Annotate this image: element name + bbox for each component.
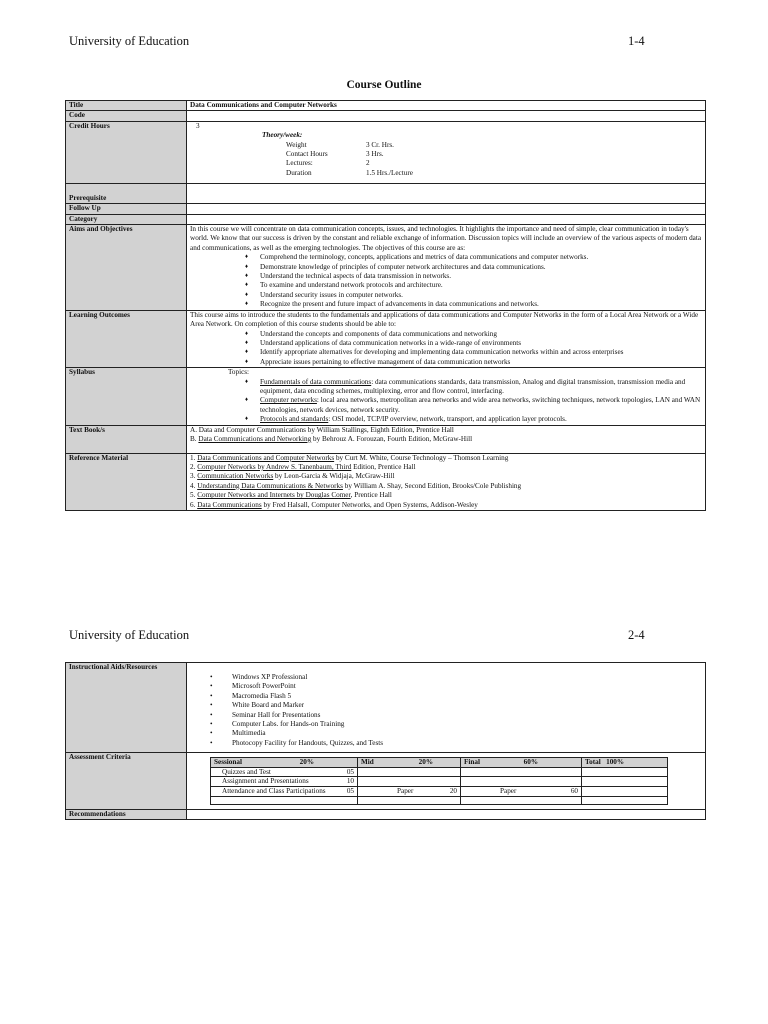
course-outline-table bbox=[65, 100, 706, 511]
ref-title: Communication Networks bbox=[197, 472, 274, 481]
textbook-author: by William Stallings, Eighth Edition, Prentice Hall bbox=[305, 425, 454, 434]
topic-heading: Fundamentals of data communications bbox=[260, 377, 372, 386]
reference-item bbox=[190, 501, 702, 510]
page-number: 2-4 bbox=[628, 628, 645, 642]
learning-outcomes-cell bbox=[187, 310, 706, 367]
item-value: 05 bbox=[346, 787, 354, 796]
theory-row bbox=[190, 150, 702, 159]
row-label: Syllabus bbox=[66, 368, 187, 425]
list-item: ♦ Understand the technical aspects of data transmission in networks. bbox=[260, 272, 702, 281]
credit-hours-cell bbox=[187, 121, 706, 183]
table-row bbox=[211, 796, 668, 804]
reference-item bbox=[190, 482, 702, 491]
table-row bbox=[66, 310, 706, 367]
assess-header bbox=[211, 758, 358, 768]
list-item bbox=[260, 378, 702, 397]
theory-key: Duration bbox=[286, 168, 312, 177]
paper-label: Paper bbox=[397, 787, 414, 796]
paper-value: 60 bbox=[570, 787, 578, 796]
list-item: • Computer Labs. for Hands-on Training bbox=[232, 720, 702, 729]
ref-number: 2. bbox=[190, 462, 198, 471]
item-label: Attendance and Class Participations bbox=[222, 787, 326, 796]
empty-cell bbox=[358, 796, 461, 804]
ref-title: Computer Networks by Andrew S. Tanenbaum, Third bbox=[197, 462, 352, 471]
list-item: • Windows XP Professional bbox=[232, 673, 702, 682]
references-cell bbox=[187, 453, 706, 510]
row-label: Text Book/s bbox=[66, 425, 187, 453]
textbook-author: by Behrouz A. Forouzan, Fourth Edition, McGraw-Hill bbox=[311, 434, 473, 443]
table-row bbox=[66, 368, 706, 425]
empty-cell bbox=[211, 796, 358, 804]
textbook-item bbox=[190, 426, 702, 435]
empty-cell bbox=[582, 777, 668, 787]
reference-item bbox=[190, 454, 702, 463]
aims-list bbox=[190, 253, 702, 309]
assess-item bbox=[211, 777, 358, 787]
reference-item bbox=[190, 463, 702, 472]
course-outline-table-continued bbox=[65, 662, 706, 820]
empty-cell bbox=[582, 787, 668, 797]
ref-detail: Edition, Prentice Hall bbox=[351, 462, 416, 471]
lo-intro: This course aims to introduce the students to the fundamentals and applications of data communications and Computer Networks in the form of a Local Area Network or a Wide Area Network. On completion of this course students should be able to: bbox=[190, 310, 699, 329]
theory-value: 3 Cr. Hrs. bbox=[366, 140, 394, 149]
list-item: ♦ Demonstrate knowledge of principles of computer network architectures and data communications. bbox=[260, 263, 702, 272]
page-number: 1-4 bbox=[628, 34, 645, 48]
theory-value: 3 Hrs. bbox=[366, 150, 384, 159]
assessment-cell bbox=[187, 753, 706, 809]
table-row bbox=[66, 214, 706, 224]
table-row bbox=[211, 777, 668, 787]
table-row bbox=[66, 425, 706, 453]
empty-cell bbox=[187, 183, 706, 203]
ref-detail: , Prentice Hall bbox=[350, 491, 392, 500]
total-pct: 100% bbox=[606, 758, 625, 767]
ref-detail: by Leon-Garcia & Widjaja, McGraw-Hill bbox=[273, 472, 395, 481]
aids-cell bbox=[187, 663, 706, 753]
list-item: ♦ Understand the concepts and components of data communications and networking bbox=[260, 330, 702, 339]
row-label: Reference Material bbox=[66, 453, 187, 510]
ref-number: 5. bbox=[190, 491, 198, 500]
row-label: Credit Hours bbox=[66, 121, 187, 183]
ref-title: Data Communications bbox=[197, 500, 262, 509]
theory-row bbox=[190, 169, 702, 178]
table-row bbox=[66, 663, 706, 753]
empty-cell bbox=[461, 767, 582, 777]
assess-header bbox=[461, 758, 582, 768]
list-item: • Seminar Hall for Presentations bbox=[232, 711, 702, 720]
ref-number: 4. bbox=[190, 481, 198, 490]
theory-key: Contact Hours bbox=[286, 150, 328, 159]
header-institution: University of Education bbox=[69, 34, 190, 48]
table-row bbox=[66, 183, 706, 203]
row-label: Assessment Criteria bbox=[66, 753, 187, 809]
theory-value: 2 bbox=[366, 159, 370, 168]
theory-row bbox=[190, 141, 702, 150]
assess-header bbox=[358, 758, 461, 768]
page-title: Course Outline bbox=[346, 79, 422, 91]
aims-intro: In this course we will concentrate on data communication concepts, issues, and technologies. It highlights the importance and need of simple, clear communication in today's world. We know that our success is driven by the constant and reliable exchange of information. Discussion topics will include an overview of the various aspects of modern data and communications, as well as the emerging technologies. The objectives of this course are as: bbox=[190, 225, 702, 252]
list-item: ♦ Recognize the present and future impact of advancements in data communications and networks. bbox=[260, 300, 702, 309]
lo-list bbox=[190, 330, 702, 368]
item-value: 05 bbox=[346, 767, 354, 776]
list-item bbox=[260, 415, 702, 424]
ref-number: 3. bbox=[190, 472, 198, 481]
list-item: • Macromedia Flash 5 bbox=[232, 692, 702, 701]
table-row bbox=[66, 809, 706, 819]
ref-detail: by Curt M. White, Course Technology – Thomson Learning bbox=[334, 453, 509, 462]
empty-cell bbox=[461, 777, 582, 787]
textbook-item bbox=[190, 435, 702, 444]
row-label: Prerequisite bbox=[66, 183, 187, 203]
assess-item bbox=[211, 767, 358, 777]
mid-label: Mid bbox=[361, 758, 374, 767]
textbooks-cell bbox=[187, 425, 706, 453]
theory-value: 1.5 Hrs./Lecture bbox=[366, 168, 413, 177]
sessional-label: Sessional bbox=[214, 758, 242, 767]
final-pct: 60% bbox=[523, 758, 538, 767]
syllabus-cell bbox=[187, 368, 706, 425]
topic-text: : local area networks, metropolitan area networks and wide area networks, switching techniques, network topologies, LAN and WAN technologies, network devices, network security. bbox=[260, 396, 701, 414]
row-label: Recommendations bbox=[66, 809, 187, 819]
list-item: ♦ Understand applications of data communication networks in a wide-range of environments bbox=[260, 339, 702, 348]
course-title: Data Communications and Computer Networks bbox=[187, 101, 706, 111]
textbook-prefix: B. bbox=[190, 434, 199, 443]
list-item: ♦ Identify appropriate alternatives for developing and implementing data communication networks within and across enterprises bbox=[260, 348, 702, 357]
theory-week-heading: Theory/week: bbox=[262, 131, 303, 140]
assess-header bbox=[582, 758, 668, 768]
ref-title: Data Communications and Computer Networks bbox=[197, 453, 335, 462]
ref-title: Understanding Data Communications & Networks bbox=[197, 481, 343, 490]
empty-cell bbox=[358, 777, 461, 787]
topics-heading: Topics: bbox=[228, 368, 250, 377]
table-row bbox=[66, 111, 706, 121]
item-label: Quizzes and Test bbox=[222, 767, 271, 776]
syllabus-list bbox=[190, 378, 702, 425]
ref-detail: by Fred Halsall, Computer Networks, and Open Systems, Addison-Wesley bbox=[261, 500, 478, 509]
ref-detail: by William A. Shay, Second Edition, Brooks/Cole Publishing bbox=[342, 481, 522, 490]
reference-item bbox=[190, 472, 702, 481]
item-value: 10 bbox=[346, 777, 354, 786]
sessional-pct: 20% bbox=[299, 758, 314, 767]
table-row bbox=[211, 758, 668, 768]
reference-item bbox=[190, 491, 702, 500]
list-item: • Multimedia bbox=[232, 729, 702, 738]
table-row bbox=[66, 121, 706, 183]
list-item: ♦ Comprehend the terminology, concepts, applications and metrics of data communications and computer networks. bbox=[260, 253, 702, 262]
empty-cell bbox=[582, 796, 668, 804]
row-label: Follow Up bbox=[66, 204, 187, 214]
paper-label: Paper bbox=[500, 787, 517, 796]
credit-value: 3 bbox=[196, 121, 200, 130]
table-row bbox=[211, 767, 668, 777]
row-label: Category bbox=[66, 214, 187, 224]
row-label: Learning Outcomes bbox=[66, 310, 187, 367]
empty-cell bbox=[461, 796, 582, 804]
table-row bbox=[66, 453, 706, 510]
aids-list bbox=[190, 673, 702, 748]
list-item: • Photocopy Facility for Handouts, Quizzes, and Tests bbox=[232, 739, 702, 748]
list-item: ♦ Understand security issues in computer networks. bbox=[260, 291, 702, 300]
empty-cell bbox=[187, 214, 706, 224]
table-row bbox=[211, 787, 668, 797]
empty-cell bbox=[358, 767, 461, 777]
assessment-table bbox=[210, 757, 668, 804]
table-row bbox=[66, 101, 706, 111]
ref-number: 6. bbox=[190, 500, 198, 509]
item-label: Assignment and Presentations bbox=[222, 777, 309, 786]
table-row bbox=[66, 753, 706, 809]
table-row bbox=[66, 225, 706, 311]
row-label: Instructional Aids/Resources bbox=[66, 663, 187, 753]
topic-heading: Computer networks bbox=[260, 396, 317, 405]
list-item: • Microsoft PowerPoint bbox=[232, 682, 702, 691]
empty-cell bbox=[582, 767, 668, 777]
empty-cell bbox=[187, 111, 706, 121]
theory-key: Weight bbox=[286, 140, 307, 149]
final-label: Final bbox=[464, 758, 480, 767]
total-label: Total bbox=[585, 758, 601, 767]
paper-value: 20 bbox=[449, 787, 457, 796]
row-label: Aims and Objectives bbox=[66, 225, 187, 311]
theory-row bbox=[190, 159, 702, 168]
theory-key: Lectures: bbox=[286, 159, 313, 168]
table-row bbox=[66, 204, 706, 214]
list-item bbox=[260, 396, 702, 415]
empty-cell bbox=[187, 204, 706, 214]
mid-paper bbox=[358, 787, 461, 797]
assess-item bbox=[211, 787, 358, 797]
topic-heading: Protocols and standards bbox=[260, 415, 329, 424]
row-label: Code bbox=[66, 111, 187, 121]
final-paper bbox=[461, 787, 582, 797]
header-institution: University of Education bbox=[69, 628, 190, 642]
row-label: Title bbox=[66, 101, 187, 111]
topic-text: : OSI model, TCP/IP overview, network, transport, and application layer protocols. bbox=[328, 415, 567, 424]
list-item: ♦ To examine and understand network protocols and architecture. bbox=[260, 281, 702, 290]
ref-number: 1. bbox=[190, 453, 198, 462]
empty-cell bbox=[187, 809, 706, 819]
aims-cell bbox=[187, 225, 706, 311]
topic-text: : data communications standards, data transmission, Analog and digital transmission, transmission media and equipment, data encoding schemes, multiplexing, error and flow control, interfacing. bbox=[260, 377, 686, 395]
mid-pct: 20% bbox=[418, 758, 433, 767]
list-item: ♦ Appreciate issues pertaining to effective management of data communication networks bbox=[260, 358, 702, 367]
ref-title: Computer Networks and Internets by Douglas Comer bbox=[197, 491, 351, 500]
textbook-text: A. Data and Computer Communications bbox=[190, 425, 306, 434]
textbook-title: Data Communications and Networking bbox=[198, 434, 312, 443]
list-item: • White Board and Marker bbox=[232, 701, 702, 710]
